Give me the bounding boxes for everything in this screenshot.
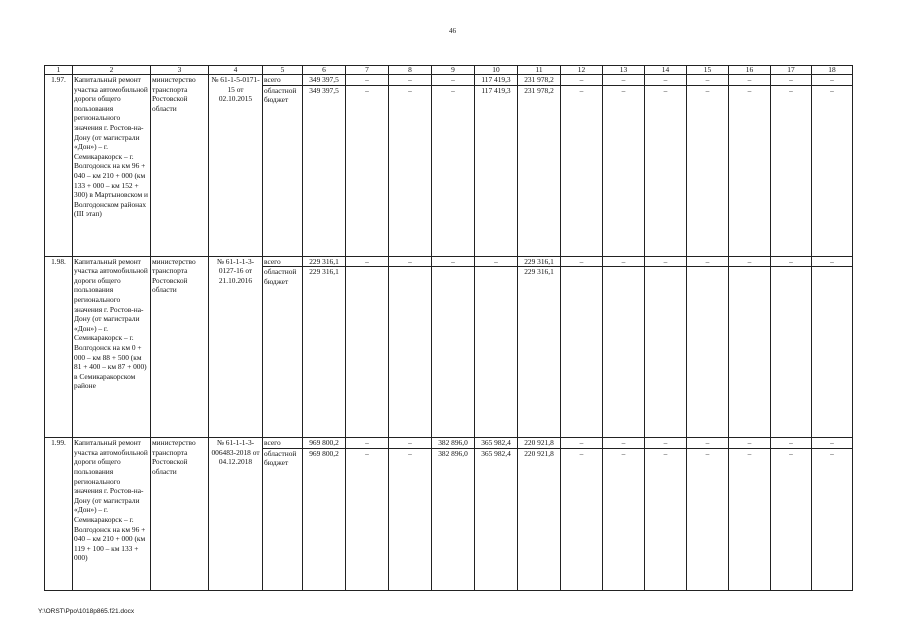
value-cell: – [561,448,603,590]
value-cell: – [561,438,603,449]
header-row [45,66,853,75]
value-cell [432,267,475,438]
value-cell: – [645,75,687,86]
column-header: 12 [561,66,603,75]
row-number: 1.97. [45,75,73,257]
value-cell: 220 921,8 [518,448,561,590]
column-header: 16 [729,66,771,75]
value-cell: – [603,85,645,256]
value-cell: 349 397,5 [303,75,346,86]
column-header: 1 [45,66,73,75]
value-cell: – [729,256,771,267]
value-cell: 220 921,8 [518,438,561,449]
document-ref: № 61-1-5-0171-15 от 02.10.2015 [209,75,263,257]
value-cell: – [389,448,432,590]
value-cell: 117 419,3 [475,75,518,86]
object-name: Капитальный ремонт участка автомобильной дороги общего пользования регионального значения г. Ростов-на-Дону (от магистрали «Дон») – г. Семикаракорск – г. Волгодонск на км 96 + 040 – км 210 + 000 (км 133 + 000 – км 152 + 300) в Мартыновском и Волгодонском районах (III этап) [73,75,151,257]
table-body [45,75,853,591]
table-row [45,438,853,449]
value-cell: – [645,85,687,256]
column-header: 10 [475,66,518,75]
value-cell: – [389,256,432,267]
value-cell: – [729,448,771,590]
value-cell: – [603,438,645,449]
value-cell: – [687,438,729,449]
value-cell: – [687,256,729,267]
column-header: 17 [771,66,812,75]
value-cell: – [771,85,812,256]
column-header: 5 [263,66,303,75]
column-header: 6 [303,66,346,75]
value-cell: – [432,256,475,267]
value-cell [645,267,687,438]
value-cell: – [561,256,603,267]
row-number: 1.99. [45,438,73,591]
object-name: Капитальный ремонт участка автомобильной дороги общего пользования регионального значения г. Ростов-на-Дону (от магистрали «Дон») – г. Семикаракорск – г. Волгодонск на км 0 + 000 – км 88 + 500 (км 81 + 400 – км 87 + 000) в Семикаракорском районе [73,256,151,438]
column-header: 14 [645,66,687,75]
value-cell: – [561,85,603,256]
value-cell: – [346,75,389,86]
funding-source: всего [263,75,303,86]
column-header: 9 [432,66,475,75]
value-cell: – [603,448,645,590]
value-cell: – [432,75,475,86]
column-header: 8 [389,66,432,75]
column-header: 11 [518,66,561,75]
value-cell: – [346,85,389,256]
column-header: 7 [346,66,389,75]
value-cell: – [812,448,853,590]
column-header: 18 [812,66,853,75]
value-cell: – [603,256,645,267]
executor: министерство транспорта Ростовской области [151,438,209,591]
value-cell: – [346,256,389,267]
value-cell: 382 896,0 [432,448,475,590]
column-header: 4 [209,66,263,75]
funding-source: всего [263,438,303,449]
value-cell: – [475,256,518,267]
value-cell: 231 978,2 [518,75,561,86]
value-cell [771,267,812,438]
document-ref: № 61-1-1-3-0127-16 от 21.10.2016 [209,256,263,438]
column-header: 15 [687,66,729,75]
value-cell: – [603,75,645,86]
value-cell: – [771,448,812,590]
value-cell: – [687,448,729,590]
column-header: 3 [151,66,209,75]
value-cell: – [812,256,853,267]
table-row [45,75,853,86]
value-cell: – [346,448,389,590]
value-cell [389,267,432,438]
value-cell: 229 316,1 [303,267,346,438]
value-cell: – [645,448,687,590]
executor: министерство транспорта Ростовской области [151,256,209,438]
column-header: 2 [73,66,151,75]
value-cell: – [389,438,432,449]
object-name: Капитальный ремонт участка автомобильной дороги общего пользования регионального значения г. Ростов-на-Дону (от магистрали «Дон») – г. Семикаракорск – г. Волгодонск на км 96 + 040 – км 210 + 000 (км 119 + 100 – км 133 + 000) [73,438,151,591]
table-row [45,256,853,267]
value-cell [687,267,729,438]
file-path-footer: Y:\ORST\Ppo\1018p865.f21.docx [38,608,135,615]
row-number: 1.98. [45,256,73,438]
value-cell: – [687,75,729,86]
value-cell: 229 316,1 [518,267,561,438]
value-cell: 349 397,5 [303,85,346,256]
funding-source: областной бюджет [263,448,303,590]
funding-source: всего [263,256,303,267]
executor: министерство транспорта Ростовской области [151,75,209,257]
value-cell: 117 419,3 [475,85,518,256]
value-cell: – [771,438,812,449]
column-header: 13 [603,66,645,75]
value-cell: – [812,438,853,449]
value-cell: – [729,438,771,449]
value-cell [729,267,771,438]
value-cell: – [729,85,771,256]
value-cell: – [645,256,687,267]
value-cell: – [812,85,853,256]
value-cell: 969 800,2 [303,448,346,590]
value-cell [812,267,853,438]
value-cell: – [812,75,853,86]
funding-source: областной бюджет [263,85,303,256]
budget-table [44,65,853,591]
value-cell: 365 982,4 [475,438,518,449]
value-cell: 382 896,0 [432,438,475,449]
page-number: 46 [449,27,456,35]
value-cell [603,267,645,438]
value-cell: – [771,256,812,267]
value-cell: – [645,438,687,449]
value-cell: – [432,85,475,256]
value-cell: – [389,75,432,86]
value-cell: – [346,438,389,449]
value-cell [561,267,603,438]
document-ref: № 61-1-1-3-006483-2018 от 04.12.2018 [209,438,263,591]
value-cell [346,267,389,438]
value-cell: – [729,75,771,86]
value-cell: 969 800,2 [303,438,346,449]
value-cell: 365 982,4 [475,448,518,590]
value-cell [475,267,518,438]
value-cell: – [561,75,603,86]
value-cell: – [687,85,729,256]
value-cell: – [771,75,812,86]
value-cell: 229 316,1 [518,256,561,267]
funding-source: областной бюджет [263,267,303,438]
value-cell: – [389,85,432,256]
value-cell: 229 316,1 [303,256,346,267]
value-cell: 231 978,2 [518,85,561,256]
